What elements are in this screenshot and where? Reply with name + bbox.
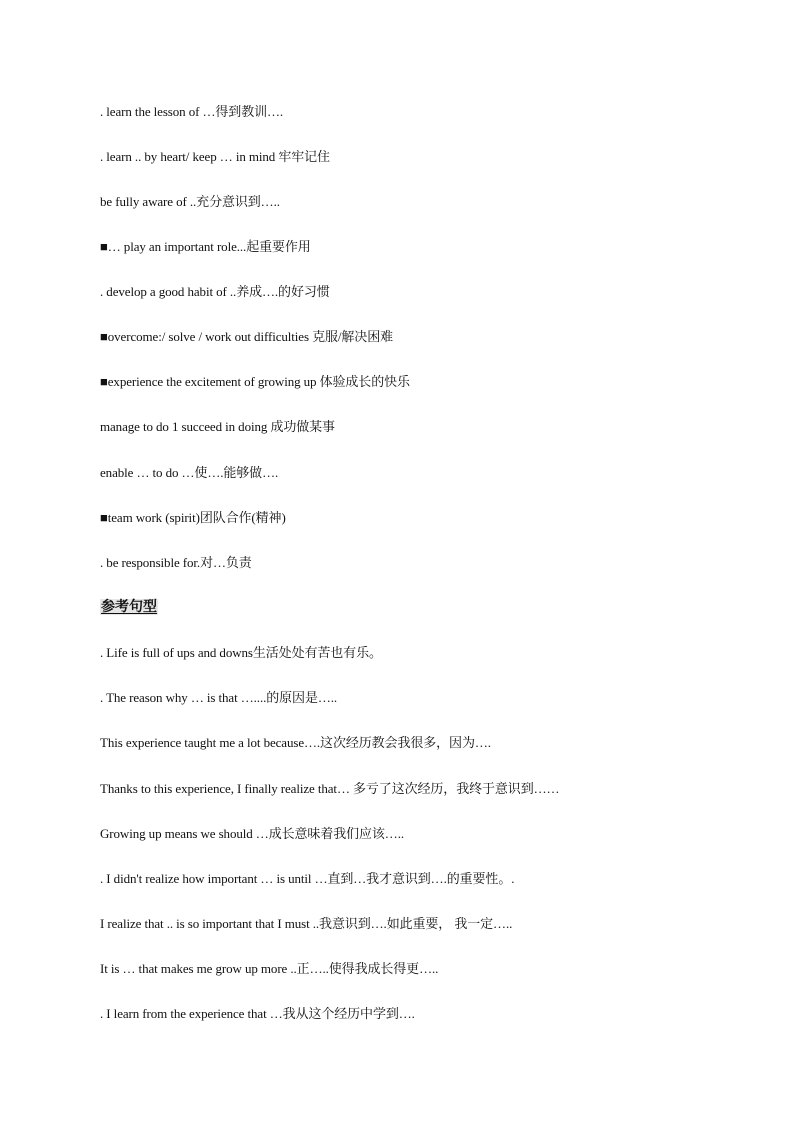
phrase-line: ■experience the excitement of growing up 体验成长的快乐 [100, 374, 410, 389]
phrase-line: manage to do 1 succeed in doing 成功做某事 [100, 419, 335, 434]
sentence-line: . I learn from the experience that …我从这个经历中学到…. [100, 1006, 415, 1021]
phrase-line: . learn the lesson of …得到教训…. [100, 104, 284, 119]
phrase-line: enable … to do …使….能够做…. [100, 465, 279, 480]
phrase-line: be fully aware of ..充分意识到….. [100, 194, 280, 209]
section-heading-text: 参考句型 [101, 599, 157, 615]
sentence-line: . The reason why … is that …....的原因是….. [100, 690, 338, 705]
sentence-line: . Life is full of ups and downs生活处处有苦也有乐。 [100, 645, 382, 660]
phrase-line: ■team work (spirit)团队合作(精神) [100, 510, 286, 525]
phrase-line: ■overcome:/ solve / work out difficulties 克服/解决困难 [100, 329, 394, 344]
sentence-line: Thanks to this experience, I finally realize that… 多亏了这次经历，我终于意识到…… [100, 781, 560, 796]
sentence-line: Growing up means we should …成长意味着我们应该….. [100, 826, 405, 841]
phrase-line: ■… play an important role...起重要作用 [100, 239, 311, 254]
sentence-line: . I didn't realize how important … is until …直到…我才意识到….的重要性。. [100, 871, 515, 886]
phrase-line: . be responsible for.对…负责 [100, 555, 252, 570]
phrase-line: . learn .. by heart/ keep … in mind 牢牢记住 [100, 149, 330, 164]
sentence-line: This experience taught me a lot because….这次经历教会我很多，因为…. [100, 735, 491, 750]
sentence-line: I realize that .. is so important that I must ..我意识到….如此重要， 我一定….. [100, 916, 513, 931]
sentence-line: It is … that makes me grow up more ..正…..使得我成长得更….. [100, 961, 439, 976]
phrase-line: . develop a good habit of ..养成….的好习惯 [100, 284, 330, 299]
section-heading [100, 598, 158, 616]
